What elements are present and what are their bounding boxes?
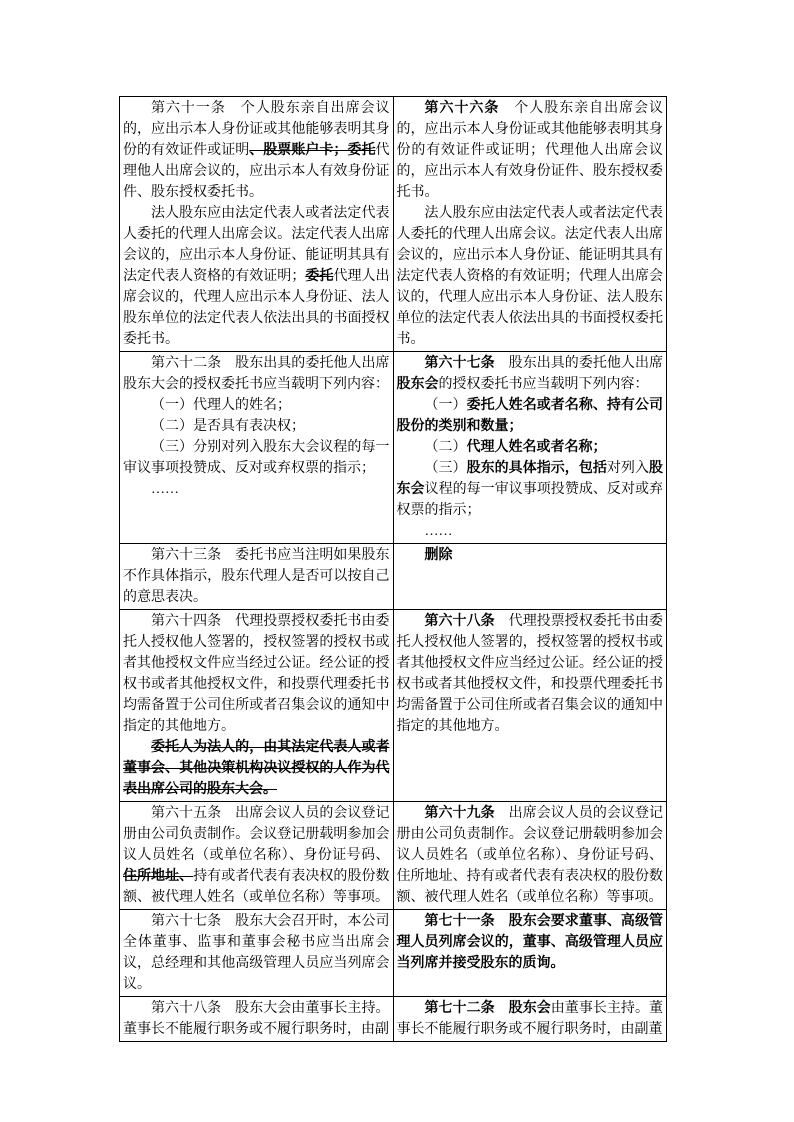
text-run: 第六十四条 代理投票授权委托书由委托人授权他人签署的，授权签署的授权书或者其他授权文件应当经过公证。经公证的授权书或者其他授权文件，和投票代理委托书均需备置于公司住所或者召集会议的通知中指定的其他地方。: [123, 614, 390, 734]
cell-revised-text: [393, 97, 667, 352]
cell-original-text: [120, 997, 394, 1042]
text-run: 住所地址、: [123, 869, 194, 884]
text-run: 第六十三条 委托书应当注明如果股东不作具体指示，股东代理人是否可以按自己的意思表决。: [123, 548, 390, 605]
text-run: 股东出具的委托他人出席: [494, 356, 663, 371]
text-run: ……: [424, 524, 453, 539]
paragraph: [123, 203, 390, 350]
text-run: 议程的每一审议事项投赞成、反对或弃权票的指示；: [396, 482, 664, 518]
text-run: （二）是否具有表决权；: [151, 419, 305, 434]
text-run: 持有或者代表有表决权的股份数额、被代理人姓名（或单位名称）等事项。: [123, 869, 390, 905]
paragraph: [397, 998, 664, 1040]
text-run: ……: [151, 482, 179, 497]
paragraph: [123, 353, 390, 395]
text-run: 代理人姓名或者名称；: [466, 440, 607, 455]
paragraph: [123, 395, 390, 416]
paragraph: [397, 458, 664, 521]
cell-original-text: [120, 352, 394, 544]
cell-revised-text: [393, 352, 667, 544]
paragraph: [397, 395, 664, 437]
paragraph: [123, 911, 390, 995]
text-run: 第六十八条: [424, 614, 495, 629]
text-run: 代理他人出席会议的，应出示本人有效身份证件、股东授权委托书。: [123, 143, 390, 200]
paragraph: [397, 521, 664, 542]
text-run: 法人股东应由法定代表人或者法定代表人委托的代理人出席会议。法定代表人出席会议的，应出示本人身份证、能证明其具有法定代表人资格的有效证明；代理人出席会议的，代理人应出示本人身份证、法人股东单位的法定代表人依法出具的书面授权委托书。: [396, 206, 663, 347]
text-run: 法人股东应由法定代表人或者法定代表人委托的代理人出席会议。法定代表人出席会议的，应出示本人身份证、能证明其具有法定代表人资格的有效证明；: [123, 206, 390, 284]
text-run: 委托人为法人的，由其法定代表人或者董事会、其他决策机构决议授权的人作为代表出席公司的股东大会。: [123, 740, 390, 797]
table-row: [120, 352, 667, 544]
table-row: [120, 910, 667, 997]
text-run: 个人股东亲自出席会议的，应出示本人身份证或其他能够表明其身份的有效证件或证明；代理他人出席会议的，应出示本人有效身份证件、股东授权委托书。: [396, 101, 664, 200]
table-row: [120, 997, 667, 1042]
text-run: 股东会: [396, 377, 439, 392]
table-row: [120, 97, 667, 352]
cell-original-text: [120, 97, 394, 352]
paragraph: [397, 98, 664, 203]
text-run: 第六十二条 股东出具的委托他人出席股东大会的授权委托书应当载明下列内容：: [123, 356, 390, 392]
paragraph: [123, 611, 390, 737]
cell-original-text: [120, 610, 394, 802]
cell-original-text: [120, 544, 394, 610]
comparison-table-body: [120, 97, 667, 1042]
paragraph: [123, 416, 390, 437]
paragraph: [123, 479, 390, 500]
comparison-table: [119, 96, 667, 1042]
paragraph: [123, 803, 390, 908]
cell-revised-text: [393, 997, 667, 1042]
text-run: 、股票账户卡；委托: [249, 143, 376, 158]
text-run: （一）: [424, 398, 467, 413]
text-run: 委托人姓名或者名称、持有公司股份的类别和数量；: [396, 398, 663, 434]
text-run: 第六十七条: [424, 356, 495, 371]
paragraph: [397, 437, 664, 458]
paragraph: [397, 611, 664, 737]
text-run: 委托: [305, 269, 334, 284]
paragraph: [397, 353, 664, 395]
text-run: （二）: [424, 440, 467, 455]
cell-revised-text: [393, 544, 667, 610]
paragraph: [397, 203, 664, 350]
text-run: 第六十一条 个人股东亲自出席会议的，应出示本人身份证或其他能够表明其身份的有效证件或证明: [123, 101, 390, 158]
text-run: 代理投票授权委托书由委托人授权他人签署的，授权签署的授权书或者其他授权文件应当经过公证。经公证的授权书或者其他授权文件，和投票代理委托书均需备置于公司住所或者召集会议的通知中指定的其他地方。: [396, 614, 663, 734]
paragraph: [123, 98, 390, 203]
cell-revised-text: [393, 802, 667, 910]
text-run: （三）: [424, 461, 467, 476]
paragraph: [397, 545, 664, 566]
cell-original-text: [120, 802, 394, 910]
cell-original-text: [120, 910, 394, 997]
paragraph: [397, 803, 664, 908]
paragraph: [397, 911, 664, 974]
text-run: 出席会议人员的会议登记册由公司负责制作。会议登记册载明参加会议人员姓名（或单位名称）、身份证号码、住所地址、持有或者代表有表决权的股份数额、被代理人姓名（或单位名称）等事项。: [396, 806, 663, 905]
text-run: 第六十八条 股东大会由董事长主持。董事长不能履行职务或不履行职务时，由副: [123, 1001, 390, 1037]
text-run: （三）分别对列入股东大会议程的每一审议事项投赞成、反对或弃权票的指示；: [123, 440, 390, 476]
text-run: 的授权委托书应当载明下列内容：: [438, 377, 649, 392]
paragraph: [123, 437, 390, 479]
table-row: [120, 610, 667, 802]
table-row: [120, 544, 667, 610]
text-run: 由董事长主持。董事长不能履行职务或不履行职务时，由副董: [396, 1001, 663, 1037]
text-run: 第七十一条 股东会要求董事、高级管理人员列席会议的，董事、高级管理人员应当列席并接受股东的质询。: [396, 914, 663, 971]
text-run: （一）代理人的姓名；: [151, 398, 291, 413]
cell-revised-text: [393, 610, 667, 802]
text-run: 股东会: [396, 461, 663, 497]
text-run: 代理人出席会议的，代理人应出示本人身份证、法人股东单位的法定代表人依法出具的书面授权委托书。: [123, 269, 390, 347]
paragraph: [123, 737, 390, 800]
text-run: 对列入: [606, 461, 649, 476]
text-run: 第六十六条: [424, 101, 500, 116]
text-run: 股东的具体指示，包括: [466, 461, 607, 476]
text-run: 第六十九条: [424, 806, 495, 821]
cell-revised-text: [393, 910, 667, 997]
table-row: [120, 802, 667, 910]
text-run: 第七十二条 股东会: [424, 1001, 551, 1016]
text-run: 第六十七条 股东大会召开时，本公司全体董事、监事和董事会秘书应当出席会议，总经理和其他高级管理人员应当列席会议。: [123, 914, 390, 992]
paragraph: [123, 545, 390, 608]
text-run: 删除: [424, 548, 453, 563]
paragraph: [123, 998, 390, 1040]
text-run: 第六十五条 出席会议人员的会议登记册由公司负责制作。会议登记册载明参加会议人员姓名（或单位名称）、身份证号码、: [123, 806, 390, 863]
